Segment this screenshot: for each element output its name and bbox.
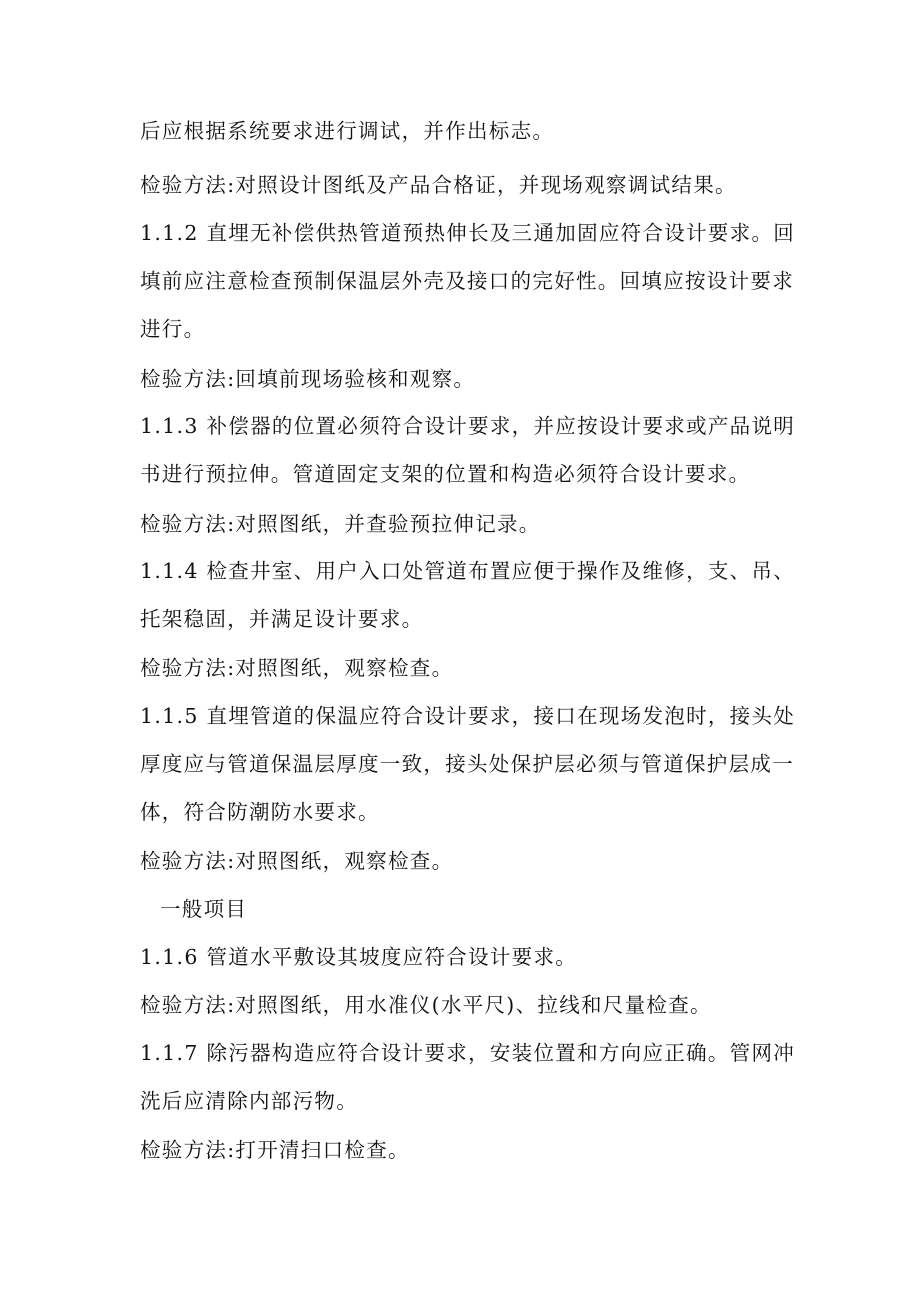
clause-1-1-2: 1.1.2 直埋无补偿供热管道预热伸长及三通加固应符合设计要求。回 [140,221,796,245]
text-line: 洗后应清除内部污物。 [140,1089,358,1113]
clause-1-1-4: 1.1.4 检查井室、用户入口处管道布置应便于操作及维修，支、吊、 [140,559,796,583]
clause-1-1-6: 1.1.6 管道水平敷设其坡度应符合设计要求。 [140,945,578,969]
text-line: 进行。 [140,317,206,341]
text-line: 厚度应与管道保温层厚度一致，接头处保护层必须与管道保护层成一 [140,752,794,776]
inspection-method-line: 检验方法:对照图纸，观察检查。 [140,656,454,680]
inspection-method-line: 检验方法:回填前现场验核和观察。 [140,367,476,391]
text-line: 书进行预拉伸。管道固定支架的位置和构造必须符合设计要求。 [140,462,751,486]
text-line: 体，符合防潮防水要求。 [140,800,380,824]
inspection-method-line: 检验方法:对照设计图纸及产品合格证，并现场观察调试结果。 [140,173,737,197]
clause-1-1-5: 1.1.5 直埋管道的保温应符合设计要求，接口在现场发泡时，接头处 [140,704,796,728]
clause-1-1-3: 1.1.3 补偿器的位置必须符合设计要求，并应按设计要求或产品说明 [140,414,796,438]
text-line: 填前应注意检查预制保温层外壳及接口的完好性。回填应按设计要求 [140,269,794,293]
inspection-method-line: 检验方法:对照图纸，观察检查。 [140,849,454,873]
text-line: 托架稳固，并满足设计要求。 [140,607,424,631]
clause-1-1-7: 1.1.7 除污器构造应符合设计要求，安装位置和方向应正确。管网冲 [140,1041,796,1065]
text-line-1: 后应根据系统要求进行调试，并作出标志。 [140,119,555,143]
inspection-method-line: 检验方法:打开清扫口检查。 [140,1138,410,1162]
inspection-method-line: 检验方法:对照图纸，用水准仪(水平尺)、拉线和尺量检查。 [140,993,712,1017]
inspection-method-line: 检验方法:对照图纸，并查验预拉伸记录。 [140,512,541,536]
section-heading-general-items: 一般项目 [160,897,248,921]
